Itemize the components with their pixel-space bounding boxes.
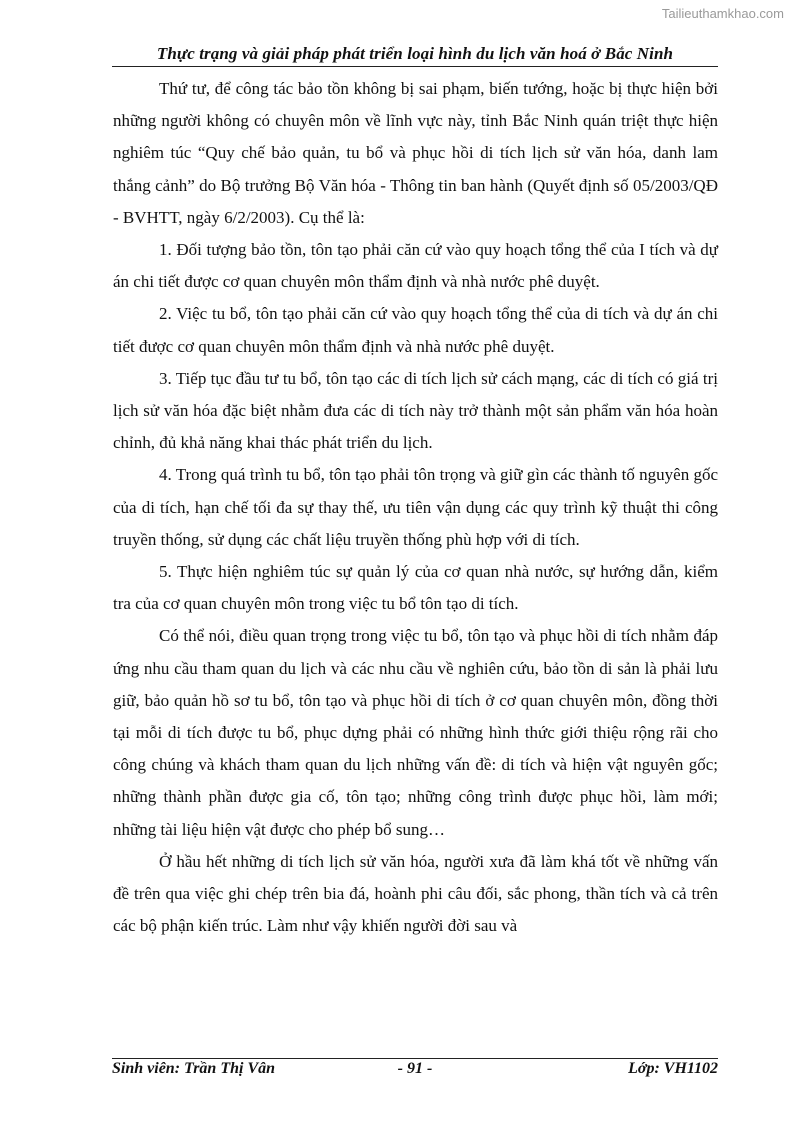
paragraph-item-4: 4. Trong quá trình tu bổ, tôn tạo phải tôn trọng và giữ gìn các thành tố nguyên gốc của di tích, hạn chế tối đa sự thay thế, ưu tiên vận dụng các quy trình kỹ thuật thi công truyền thống, sử dụng các chất liệu truyền thống phù hợp với di tích.	[113, 465, 718, 549]
footer-student: Sinh viên: Trần Thị Vân	[112, 1060, 276, 1077]
paragraph-continuation: Ở hầu hết những di tích lịch sử văn hóa, người xưa đã làm khá tốt về những vấn đề trên qua việc ghi chép trên bia đá, hoành phi câu đối, sắc phong, thần tích và cả trên các bộ phận kiến trúc. Làm như vậy khiến người đời sau và	[113, 851, 718, 936]
header-rule	[112, 66, 718, 67]
footer-rule	[112, 1058, 718, 1059]
page-footer	[112, 1060, 718, 1084]
paragraph-intro: Thứ tư, để công tác bảo tồn không bị sai phạm, biến tướng, hoặc bị thực hiện bởi những người không có chuyên môn về lĩnh vực này, tỉnh Bắc Ninh quán triệt thực hiện nghiêm túc “Quy chế bảo quản, tu bổ và phục hồi di tích lịch sử văn hóa, danh lam thắng cảnh” do Bộ trưởng Bộ Văn hóa - Thông tin ban hành (Quyết định số 05/2003/QĐ - BVHTT, ngày 6/2/2003). Cụ thể là:	[113, 79, 718, 227]
paragraph-item-2: 2. Việc tu bổ, tôn tạo phải căn cứ vào quy hoạch tổng thể của di tích và dự án chi tiết được cơ quan chuyên môn thẩm định và nhà nước phê duyệt.	[113, 304, 718, 356]
footer-class: Lớp: VH1102	[628, 1060, 718, 1077]
paragraph-conclusion: Có thể nói, điều quan trọng trong việc tu bổ, tôn tạo và phục hồi di tích nhằm đáp ứng nhu cầu tham quan du lịch và các nhu cầu về nghiên cứu, bảo tồn di sản là phải lưu giữ, bảo quản hồ sơ tu bổ, tôn tạo và phục hồi di tích ở cơ quan chuyên môn, đồng thời tại mỗi di tích được tu bổ, phục dựng phải có những hình thức giới thiệu rộng rãi cho công chúng và khách tham quan du lịch những vấn đề: di tích và hiện vật nguyên gốc; những thành phần được gia cố, tôn tạo; những công trình được phục hồi, làm mới; những tài liệu hiện vật được cho phép bổ sung…	[113, 626, 718, 839]
page-body	[113, 73, 718, 942]
footer-page-number: - 91 -	[397, 1060, 433, 1077]
header-title: Thực trạng và giải pháp phát triển loại hình du lịch văn hoá ở Bắc Ninh	[156, 44, 674, 63]
paragraph-item-3: 3. Tiếp tục đầu tư tu bổ, tôn tạo các di tích lịch sử cách mạng, các di tích có giá trị lịch sử văn hóa đặc biệt nhằm đưa các di tích này trở thành một sản phẩm văn hóa hoàn chỉnh, đủ khả năng khai thác phát triển du lịch.	[113, 368, 718, 453]
paragraph-item-5: 5. Thực hiện nghiêm túc sự quản lý của cơ quan nhà nước, sự hướng dẫn, kiểm tra của cơ quan chuyên môn trong việc tu bổ tôn tạo di tích.	[113, 562, 718, 614]
paragraph-item-1: 1. Đối tượng bảo tồn, tôn tạo phải căn cứ vào quy hoạch tổng thể của I tích và dự án chi tiết được cơ quan chuyên môn thẩm định và nhà nước phê duyệt.	[113, 240, 718, 292]
watermark: Tailieuthamkhao.com	[661, 6, 784, 21]
